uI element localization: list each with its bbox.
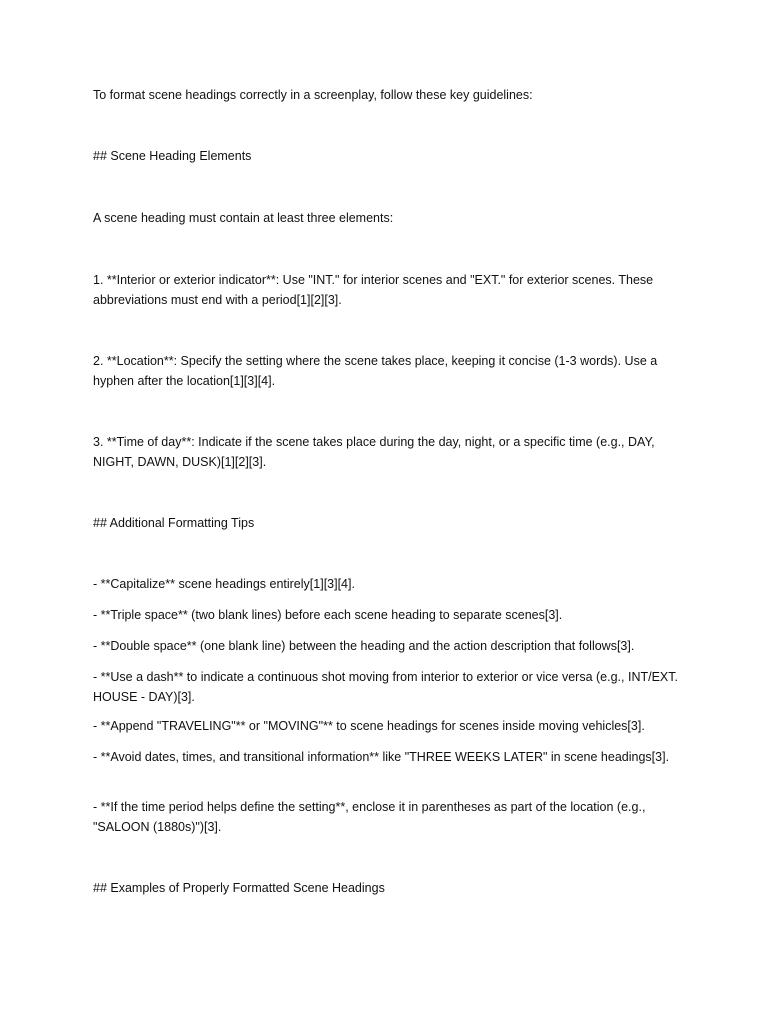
list-item-location: 2. **Location**: Specify the setting where the scene takes place, keeping it concise (1-3 words). Use a hyphen after the location[1][3][4]. [93,354,658,388]
tip-append-traveling: - **Append "TRAVELING"** or "MOVING"** to scene headings for scenes inside moving vehicles[3]. [93,719,645,733]
tip-avoid-dates: - **Avoid dates, times, and transitional information** like "THREE WEEKS LATER" in scene headings[3]. [93,750,670,764]
tip-use-dash: - **Use a dash** to indicate a continuous shot moving from interior to exterior or vice versa (e.g., INT/EXT. HOUSE - DAY)[3]. [93,670,678,704]
section-heading-examples: ## Examples of Properly Formatted Scene Headings [93,881,385,895]
elements-intro-paragraph: A scene heading must contain at least three elements: [93,211,394,225]
section-heading-elements: ## Scene Heading Elements [93,149,252,163]
tip-triple-space: - **Triple space** (two blank lines) before each scene heading to separate scenes[3]. [93,608,563,622]
tip-double-space: - **Double space** (one blank line) between the heading and the action description that follows[3]. [93,639,635,653]
list-item-time-of-day: 3. **Time of day**: Indicate if the scene takes place during the day, night, or a specific time (e.g., DAY, NIGHT, DAWN, DUSK)[1][2][3]. [93,435,655,469]
intro-paragraph: To format scene headings correctly in a screenplay, follow these key guidelines: [93,88,533,102]
section-heading-tips: ## Additional Formatting Tips [93,516,255,530]
tip-time-period: - **If the time period helps define the setting**, enclose it in parentheses as part of the location (e.g., "SALOON (1880s)")[3]. [93,800,646,834]
list-item-interior-exterior: 1. **Interior or exterior indicator**: Use "INT." for interior scenes and "EXT." for exterior scenes. These abbreviations must end with a period[1][2][3]. [93,273,654,307]
tip-capitalize: - **Capitalize** scene headings entirely[1][3][4]. [93,577,355,591]
